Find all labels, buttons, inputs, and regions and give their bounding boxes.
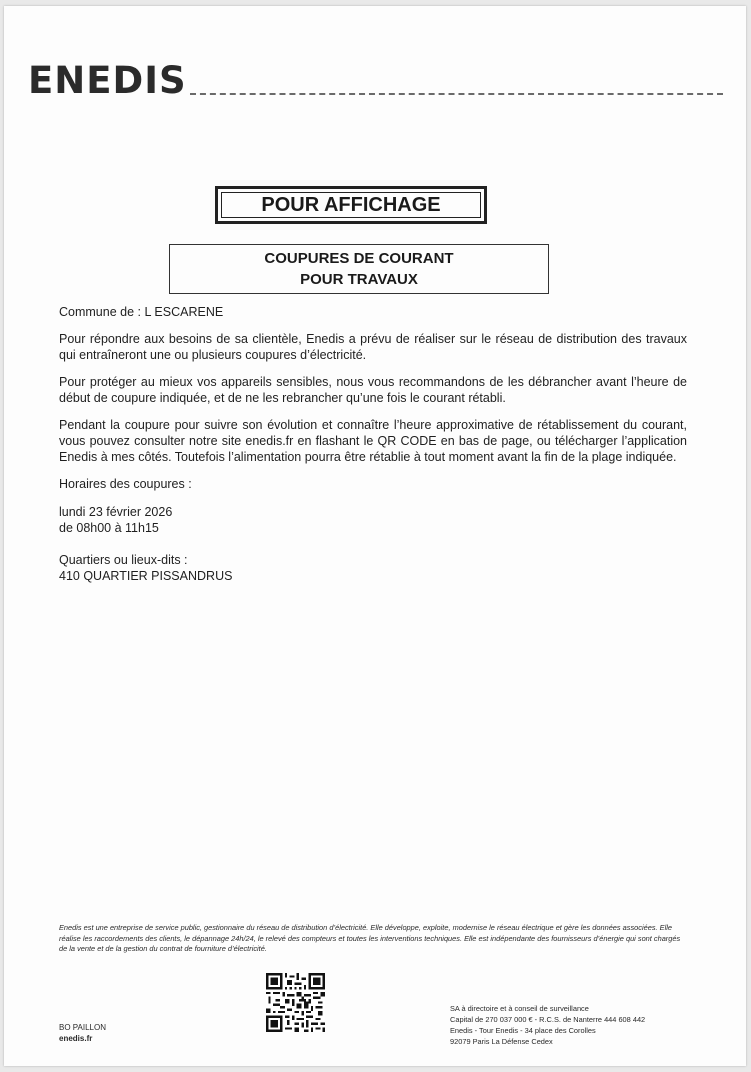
header-rule [190, 93, 723, 95]
title-affichage: POUR AFFICHAGE [261, 193, 441, 216]
horaires-label: Horaires des coupures : [59, 477, 192, 491]
body-text [59, 304, 687, 503]
commune-line: Commune de : L ESCARENE [59, 305, 224, 319]
footer-disclaimer: Enedis est une entreprise de service public, gestionnaire du réseau de distribution d’électricité. Elle développe, exploite, modernise le réseau électrique et gère les données associées. Elle réalise les raccordements des clients, le dépannage 24h/24, le relevé des compteurs et toutes les interventions techniques. Elle est indépendante des fournisseurs d’énergie qui sont chargés de la vente et de la gestion du contrat de fourniture d’électricité. [59, 923, 681, 953]
footer-legal-line1: SA à directoire et à conseil de surveillance [450, 1004, 589, 1013]
footer-legal-line3: Enedis - Tour Enedis - 34 place des Corolles [450, 1026, 596, 1035]
paragraph-2: Pour protéger au mieux vos appareils sensibles, nous vous recommandons de les débrancher avant l’heure de début de coupure indiquée, et de ne les rebrancher qu’une fois le courant rétabli. [59, 375, 687, 405]
title-box-affichage [215, 186, 487, 224]
paragraph-3: Pendant la coupure pour suivre son évolution et connaître l’heure approximative de rétablissement du courant, vous pouvez consulter notre site enedis.fr en flashant le QR CODE en bas de page, ou télécharger l’application Enedis à mes côtés. Toutefois l’alimentation pourra être rétablie à tout moment avant la fin de la plage indiquée. [59, 418, 687, 464]
schedule-date: lundi 23 février 2026 [59, 505, 173, 519]
location-value: 410 QUARTIER PISSANDRUS [59, 569, 233, 583]
schedule-block [59, 504, 172, 536]
location-block [59, 552, 232, 584]
qr-code-icon[interactable] [266, 973, 325, 1032]
title-coupures-line1: COUPURES DE COURANT [264, 250, 454, 267]
footer-site-name: BO PAILLON [59, 1023, 106, 1032]
enedis-logo: ENEDIS [28, 59, 187, 102]
paragraph-1: Pour répondre aux besoins de sa clientèle, Enedis a prévu de réaliser sur le réseau de distribution des travaux qui entraîneront une ou plusieurs coupures d’électricité. [59, 332, 687, 362]
location-label: Quartiers ou lieux-dits : [59, 553, 188, 567]
title-box-coupures [169, 244, 549, 294]
footer-website-link[interactable]: enedis.fr [59, 1034, 93, 1043]
footer-legal-line2: Capital de 270 037 000 € - R.C.S. de Nanterre 444 608 442 [450, 1015, 646, 1024]
title-coupures-line2: POUR TRAVAUX [300, 271, 418, 288]
footer-left [59, 1022, 106, 1044]
footer-legal [450, 1003, 645, 1047]
schedule-time: de 08h00 à 11h15 [59, 521, 159, 535]
document-page [4, 6, 746, 1066]
footer-legal-line4: 92079 Paris La Défense Cedex [450, 1037, 553, 1046]
